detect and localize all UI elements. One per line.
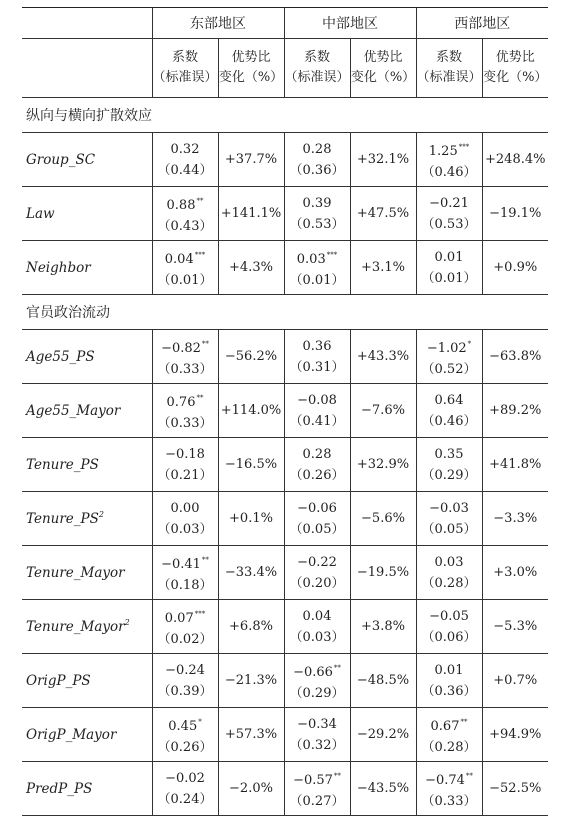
variable-name: [22, 492, 152, 546]
odds-ratio-change: −43.5%: [350, 762, 416, 816]
coefficient-value: 0.67: [430, 718, 460, 734]
coefficient-value: 0.32: [170, 141, 200, 157]
variable-name: [22, 708, 152, 762]
standard-error: （0.01）: [421, 270, 477, 286]
standard-error: （0.39）: [157, 683, 213, 699]
coefficient-cell: [152, 546, 218, 600]
standard-error: （0.29）: [289, 685, 345, 701]
coefficient-value: 0.01: [434, 662, 464, 678]
coef-header-line1: 系数: [435, 50, 462, 65]
coef-header: [152, 39, 218, 98]
coefficient-value: 0.28: [302, 141, 332, 157]
table-row: [22, 133, 548, 187]
variable-label: Group_SC: [26, 151, 96, 168]
variable-label: Law: [26, 205, 55, 222]
coefficient-value: 0.36: [302, 338, 332, 354]
odds-ratio-change: +3.8%: [350, 600, 416, 654]
region-header-central: 中部地区: [284, 8, 416, 39]
table-row: [22, 654, 548, 708]
coefficient-cell: [152, 330, 218, 384]
significance-stars: **: [201, 555, 209, 564]
coef-header: [284, 39, 350, 98]
odds-ratio-change: −5.3%: [482, 600, 548, 654]
coefficient-cell: [284, 600, 350, 654]
coefficient-cell: [284, 708, 350, 762]
coefficient-cell: [152, 438, 218, 492]
standard-error: （0.21）: [157, 467, 213, 483]
odds-ratio-change: +248.4%: [482, 133, 548, 187]
pct-header-line1: 优势比: [363, 50, 403, 65]
odds-ratio-change: +141.1%: [218, 187, 284, 241]
section-title: 纵向与横向扩散效应: [22, 98, 548, 133]
significance-stars: ***: [326, 250, 338, 259]
table-row: [22, 438, 548, 492]
standard-error: （0.24）: [157, 791, 213, 807]
significance-stars: **: [196, 196, 204, 205]
standard-error: （0.53）: [289, 216, 345, 232]
table-row: [22, 187, 548, 241]
variable-superscript: 2: [124, 618, 130, 627]
coefficient-value: 0.04: [302, 608, 332, 624]
odds-ratio-change: −2.0%: [218, 762, 284, 816]
significance-stars: *: [198, 717, 202, 726]
coefficient-cell: [284, 492, 350, 546]
standard-error: （0.32）: [289, 737, 345, 753]
standard-error: （0.33）: [421, 793, 477, 809]
coefficient-cell: [152, 600, 218, 654]
standard-error: （0.01）: [157, 272, 213, 288]
coefficient-cell: [416, 330, 482, 384]
variable-superscript: 2: [98, 510, 104, 519]
coefficient-value: −0.08: [297, 392, 337, 408]
standard-error: （0.28）: [421, 739, 477, 755]
variable-label: Tenure_PS: [26, 456, 99, 473]
standard-error: （0.36）: [289, 162, 345, 178]
variable-label: Tenure_PS: [26, 511, 99, 527]
coefficient-value: 0.07: [164, 610, 194, 626]
pct-header: [482, 39, 548, 98]
region-header-east: 东部地区: [152, 8, 284, 39]
variable-name: [22, 384, 152, 438]
odds-ratio-change: −19.5%: [350, 546, 416, 600]
section-title: 官员政治流动: [22, 295, 548, 330]
variable-name: [22, 187, 152, 241]
standard-error: （0.29）: [421, 467, 477, 483]
coefficient-cell: [152, 654, 218, 708]
coefficient-value: −0.57: [293, 772, 333, 788]
odds-ratio-change: −48.5%: [350, 654, 416, 708]
coefficient-value: 0.64: [434, 392, 464, 408]
coefficient-value: 0.03: [434, 554, 464, 570]
coefficient-value: 0.04: [164, 251, 194, 267]
variable-label: Age55_PS: [26, 348, 95, 365]
variable-name: [22, 438, 152, 492]
odds-ratio-change: −33.4%: [218, 546, 284, 600]
coefficient-cell: [284, 438, 350, 492]
standard-error: （0.31）: [289, 359, 345, 375]
coefficient-cell: [416, 133, 482, 187]
table-body: [22, 98, 548, 816]
pct-header-line1: 优势比: [231, 50, 271, 65]
coefficient-value: −0.18: [165, 446, 205, 462]
variable-label: OrigP_PS: [26, 672, 91, 689]
table-row: [22, 241, 548, 295]
coefficient-value: 0.35: [434, 446, 464, 462]
significance-stars: **: [333, 663, 341, 672]
odds-ratio-change: +114.0%: [218, 384, 284, 438]
standard-error: （0.53）: [421, 216, 477, 232]
standard-error: （0.44）: [157, 162, 213, 178]
coefficient-value: 0.39: [302, 195, 332, 211]
coefficient-cell: [416, 546, 482, 600]
standard-error: （0.02）: [157, 631, 213, 647]
coefficient-value: −0.41: [161, 556, 201, 572]
coefficient-value: −0.03: [429, 500, 469, 516]
table-row: [22, 762, 548, 816]
odds-ratio-change: +47.5%: [350, 187, 416, 241]
pct-header: [218, 39, 284, 98]
coefficient-value: −0.21: [429, 195, 469, 211]
standard-error: （0.05）: [289, 521, 345, 537]
coefficient-cell: [416, 187, 482, 241]
coefficient-cell: [416, 708, 482, 762]
pct-header-line2: 变化（%）: [350, 70, 416, 85]
odds-ratio-change: −56.2%: [218, 330, 284, 384]
standard-error: （0.01）: [289, 272, 345, 288]
coefficient-value: 0.88: [166, 197, 196, 213]
variable-name: [22, 600, 152, 654]
coefficient-value: −0.02: [165, 770, 205, 786]
odds-ratio-change: −16.5%: [218, 438, 284, 492]
header-corner: [22, 8, 152, 39]
standard-error: （0.46）: [421, 413, 477, 429]
odds-ratio-change: −21.3%: [218, 654, 284, 708]
odds-ratio-change: −7.6%: [350, 384, 416, 438]
variable-name: [22, 546, 152, 600]
standard-error: （0.36）: [421, 683, 477, 699]
odds-ratio-change: −5.6%: [350, 492, 416, 546]
odds-ratio-change: −3.3%: [482, 492, 548, 546]
coefficient-value: −0.05: [429, 608, 469, 624]
variable-label: Neighbor: [26, 259, 91, 276]
coefficient-cell: [416, 600, 482, 654]
standard-error: （0.33）: [157, 361, 213, 377]
variable-label: OrigP_Mayor: [26, 726, 117, 743]
table-row: [22, 492, 548, 546]
coefficient-value: −0.74: [425, 772, 465, 788]
variable-name: [22, 330, 152, 384]
coefficient-value: 0.76: [166, 394, 196, 410]
standard-error: （0.18）: [157, 577, 213, 593]
coefficient-cell: [416, 241, 482, 295]
coef-header: [416, 39, 482, 98]
odds-ratio-change: +0.1%: [218, 492, 284, 546]
coefficient-cell: [284, 330, 350, 384]
variable-name: [22, 241, 152, 295]
table-row: [22, 384, 548, 438]
coef-header-line2: （标准误）: [152, 70, 218, 85]
odds-ratio-change: −19.1%: [482, 187, 548, 241]
table-row: [22, 708, 548, 762]
coefficient-value: −0.66: [293, 664, 333, 680]
significance-stars: **: [465, 771, 473, 780]
variable-name: [22, 133, 152, 187]
region-header-west: 西部地区: [416, 8, 548, 39]
coefficient-cell: [416, 384, 482, 438]
standard-error: （0.46）: [421, 164, 477, 180]
standard-error: （0.03）: [289, 629, 345, 645]
standard-error: （0.26）: [289, 467, 345, 483]
coefficient-value: 0.00: [170, 500, 200, 516]
pct-header: [350, 39, 416, 98]
standard-error: （0.52）: [421, 361, 477, 377]
variable-name: [22, 654, 152, 708]
coefficient-cell: [152, 384, 218, 438]
significance-stars: *: [467, 339, 472, 348]
section-header-row: [22, 295, 548, 330]
significance-stars: **: [460, 717, 468, 726]
header-corner-2: [22, 39, 152, 98]
odds-ratio-change: +89.2%: [482, 384, 548, 438]
coef-header-line1: 系数: [171, 50, 198, 65]
coefficient-value: −0.82: [161, 340, 201, 356]
odds-ratio-change: −63.8%: [482, 330, 548, 384]
odds-ratio-change: +43.3%: [350, 330, 416, 384]
significance-stars: **: [201, 339, 209, 348]
coefficient-cell: [416, 762, 482, 816]
table-row: [22, 600, 548, 654]
pct-header-line2: 变化（%）: [483, 70, 548, 85]
coefficient-cell: [284, 762, 350, 816]
section-header-row: [22, 98, 548, 133]
variable-label: PredP_PS: [26, 780, 93, 797]
standard-error: （0.43）: [157, 218, 213, 234]
coefficient-value: −1.02: [426, 340, 467, 356]
odds-ratio-change: +57.3%: [218, 708, 284, 762]
coefficient-cell: [284, 241, 350, 295]
odds-ratio-change: +0.7%: [482, 654, 548, 708]
odds-ratio-change: +32.9%: [350, 438, 416, 492]
table-row: [22, 330, 548, 384]
coefficient-value: −0.34: [297, 716, 337, 732]
coefficient-cell: [152, 187, 218, 241]
standard-error: （0.06）: [421, 629, 477, 645]
odds-ratio-change: +3.1%: [350, 241, 416, 295]
coefficient-value: 0.28: [302, 446, 332, 462]
coefficient-cell: [152, 762, 218, 816]
significance-stars: ***: [194, 609, 206, 618]
regression-table: [22, 7, 548, 816]
standard-error: （0.27）: [289, 793, 345, 809]
standard-error: （0.20）: [289, 575, 345, 591]
coefficient-value: 0.03: [296, 251, 326, 267]
odds-ratio-change: −29.2%: [350, 708, 416, 762]
coef-header-line2: （标准误）: [284, 70, 350, 85]
header-row-regions: [22, 8, 548, 39]
variable-name: [22, 762, 152, 816]
odds-ratio-change: +94.9%: [482, 708, 548, 762]
coef-header-line2: （标准误）: [416, 70, 482, 85]
coefficient-cell: [416, 492, 482, 546]
coefficient-cell: [416, 654, 482, 708]
coefficient-cell: [152, 492, 218, 546]
standard-error: （0.41）: [289, 413, 345, 429]
coefficient-cell: [416, 438, 482, 492]
coefficient-cell: [284, 654, 350, 708]
odds-ratio-change: +6.8%: [218, 600, 284, 654]
odds-ratio-change: +41.8%: [482, 438, 548, 492]
standard-error: （0.33）: [157, 415, 213, 431]
pct-header-line2: 变化（%）: [218, 70, 284, 85]
coefficient-value: −0.22: [297, 554, 337, 570]
variable-label: Tenure_Mayor: [26, 619, 125, 635]
variable-label: Age55_Mayor: [26, 402, 121, 419]
odds-ratio-change: +32.1%: [350, 133, 416, 187]
coefficient-cell: [284, 133, 350, 187]
coefficient-cell: [284, 546, 350, 600]
coefficient-cell: [284, 384, 350, 438]
coefficient-value: −0.24: [165, 662, 205, 678]
significance-stars: **: [196, 393, 204, 402]
odds-ratio-change: +3.0%: [482, 546, 548, 600]
standard-error: （0.05）: [421, 521, 477, 537]
coefficient-cell: [284, 187, 350, 241]
significance-stars: ***: [458, 142, 470, 151]
odds-ratio-change: +0.9%: [482, 241, 548, 295]
standard-error: （0.26）: [157, 739, 213, 755]
odds-ratio-change: −52.5%: [482, 762, 548, 816]
coefficient-value: −0.06: [297, 500, 337, 516]
coefficient-value: 0.01: [434, 249, 464, 265]
coefficient-cell: [152, 133, 218, 187]
standard-error: （0.28）: [421, 575, 477, 591]
odds-ratio-change: +4.3%: [218, 241, 284, 295]
coefficient-value: 1.25: [428, 143, 458, 159]
pct-header-line1: 优势比: [495, 50, 535, 65]
variable-label: Tenure_Mayor: [26, 564, 125, 581]
significance-stars: **: [333, 771, 341, 780]
significance-stars: ***: [194, 250, 206, 259]
coefficient-cell: [152, 708, 218, 762]
standard-error: （0.03）: [157, 521, 213, 537]
coefficient-cell: [152, 241, 218, 295]
coefficient-value: 0.45: [168, 718, 198, 734]
header-row-stats: [22, 39, 548, 98]
odds-ratio-change: +37.7%: [218, 133, 284, 187]
table-row: [22, 546, 548, 600]
coef-header-line1: 系数: [303, 50, 330, 65]
